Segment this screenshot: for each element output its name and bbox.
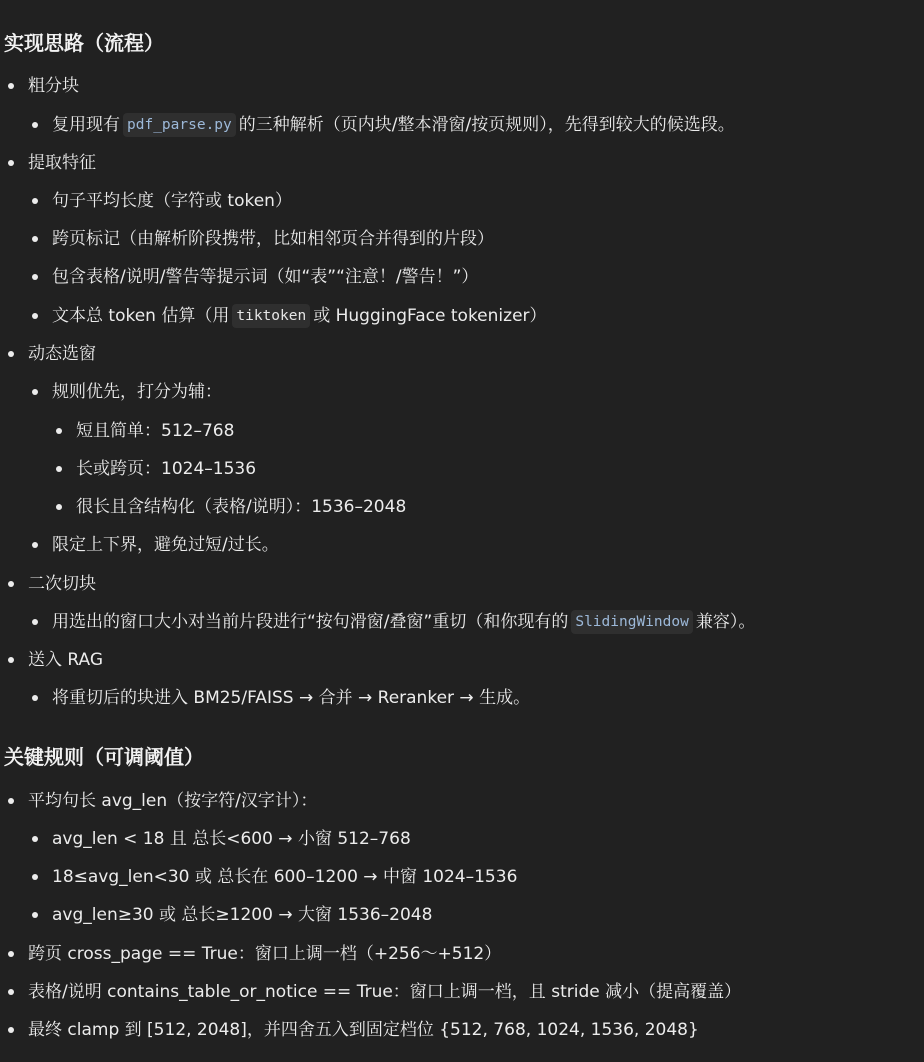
bullet-icon bbox=[32, 874, 38, 880]
list-item-label: 粗分块 bbox=[28, 76, 79, 96]
bullet-icon bbox=[8, 951, 14, 957]
list-item-dynamic-limit bbox=[32, 534, 279, 556]
list-item-label: 最终 clamp 到 [512, 2048]，并四舍五入到固定档位 {512, 768, 1024, 1536, 2048} bbox=[28, 1020, 699, 1040]
list-item-avg-small bbox=[32, 828, 411, 850]
list-item-label: 规则优先，打分为辅： bbox=[52, 382, 222, 402]
list-item-label: 送入 RAG bbox=[28, 650, 104, 670]
list-item-rag bbox=[8, 649, 103, 671]
list-item-label: 短且简单：512–768 bbox=[76, 421, 235, 441]
bullet-icon bbox=[32, 274, 38, 280]
inline-code-pdf-parse: pdf_parse.py bbox=[123, 113, 236, 137]
bullet-icon bbox=[32, 619, 38, 625]
list-item-dynamic-short bbox=[56, 420, 234, 442]
list-item-coarse-sub bbox=[32, 114, 735, 136]
bullet-icon bbox=[32, 313, 38, 319]
bullet-icon bbox=[32, 542, 38, 548]
text-segment: 的三种解析（页内块/整本滑窗/按页规则），先得到较大的候选段。 bbox=[238, 115, 735, 135]
list-item-feature-token bbox=[32, 305, 547, 327]
text-segment: 用选出的窗口大小对当前片段进行“按句滑窗/叠窗”重切（和你现有的 bbox=[52, 612, 569, 632]
section-heading-key-rules: 关键规则（可调阈值） bbox=[4, 745, 204, 769]
inline-code-slidingwindow: SlidingWindow bbox=[571, 610, 693, 634]
list-item-feature-sentence bbox=[32, 190, 292, 212]
bullet-icon bbox=[8, 83, 14, 89]
bullet-icon bbox=[32, 236, 38, 242]
bullet-icon bbox=[8, 351, 14, 357]
list-item-cross-page bbox=[8, 943, 501, 965]
bullet-icon bbox=[56, 504, 62, 510]
list-item-feature-crosspage bbox=[32, 228, 494, 250]
list-item-dynamic-rule bbox=[32, 381, 222, 403]
list-item-label: 跨页 cross_page == True：窗口上调一档（+256～+512） bbox=[28, 944, 502, 964]
list-item-label: avg_len≥30 或 总长≥1200 → 大窗 1536–2048 bbox=[52, 905, 433, 925]
inline-code-tiktoken: tiktoken bbox=[232, 304, 310, 328]
list-item-label: 动态选窗 bbox=[28, 344, 96, 364]
list-item-clamp bbox=[8, 1019, 699, 1041]
list-item-label: 提取特征 bbox=[28, 153, 96, 173]
bullet-icon bbox=[8, 798, 14, 804]
list-item-avg-medium bbox=[32, 866, 517, 888]
list-item-coarse bbox=[8, 75, 79, 97]
section-heading-implementation: 实现思路（流程） bbox=[4, 31, 164, 55]
bullet-icon bbox=[32, 695, 38, 701]
list-item-label: 很长且含结构化（表格/说明）：1536–2048 bbox=[76, 497, 407, 517]
list-item-label: 句子平均长度（字符或 token） bbox=[52, 191, 292, 211]
list-item-dynamic-long bbox=[56, 458, 256, 480]
text-segment: 兼容）。 bbox=[695, 612, 756, 632]
list-item-label: 限定上下界，避免过短/过长。 bbox=[52, 535, 279, 555]
bullet-icon bbox=[56, 466, 62, 472]
list-item-label: 表格/说明 contains_table_or_notice == True：窗口上调一档，且 stride 减小（提高覆盖） bbox=[28, 982, 742, 1002]
list-item-label: 二次切块 bbox=[28, 574, 96, 594]
list-item-label: 平均句长 avg_len（按字符/汉字计）： bbox=[28, 791, 318, 811]
text-segment: 复用现有 bbox=[52, 115, 120, 135]
list-item-features bbox=[8, 152, 96, 174]
list-item-dynamic-verylong bbox=[56, 496, 406, 518]
list-item-table-notice bbox=[8, 981, 741, 1003]
bullet-icon bbox=[32, 912, 38, 918]
bullet-icon bbox=[32, 198, 38, 204]
list-item-rag-sub bbox=[32, 687, 530, 709]
list-item-feature-keywords bbox=[32, 266, 478, 288]
bullet-icon bbox=[8, 160, 14, 166]
list-item-dynamic bbox=[8, 343, 96, 365]
list-item-second-chunk bbox=[8, 573, 96, 595]
bullet-icon bbox=[8, 989, 14, 995]
list-item-label: 包含表格/说明/警告等提示词（如“表”“注意！/警告！”） bbox=[52, 267, 479, 287]
list-item-label: 将重切后的块进入 BM25/FAISS → 合并 → Reranker → 生成。 bbox=[52, 688, 531, 708]
list-item-avg-len bbox=[8, 790, 317, 812]
text-segment: 或 HuggingFace tokenizer） bbox=[313, 306, 547, 326]
text-segment: 文本总 token 估算（用 bbox=[52, 306, 230, 326]
list-item-second-chunk-sub bbox=[32, 611, 755, 633]
bullet-icon bbox=[32, 122, 38, 128]
list-item-label: avg_len < 18 且 总长<600 → 小窗 512–768 bbox=[52, 829, 411, 849]
bullet-icon bbox=[56, 428, 62, 434]
bullet-icon bbox=[8, 1027, 14, 1033]
bullet-icon bbox=[8, 581, 14, 587]
list-item-label: 跨页标记（由解析阶段携带，比如相邻页合并得到的片段） bbox=[52, 229, 494, 249]
list-item-label: 长或跨页：1024–1536 bbox=[76, 459, 257, 479]
list-item-label: 18≤avg_len<30 或 总长在 600–1200 → 中窗 1024–1536 bbox=[52, 867, 518, 887]
bullet-icon bbox=[32, 389, 38, 395]
bullet-icon bbox=[32, 836, 38, 842]
list-item-avg-large bbox=[32, 904, 432, 926]
bullet-icon bbox=[8, 657, 14, 663]
